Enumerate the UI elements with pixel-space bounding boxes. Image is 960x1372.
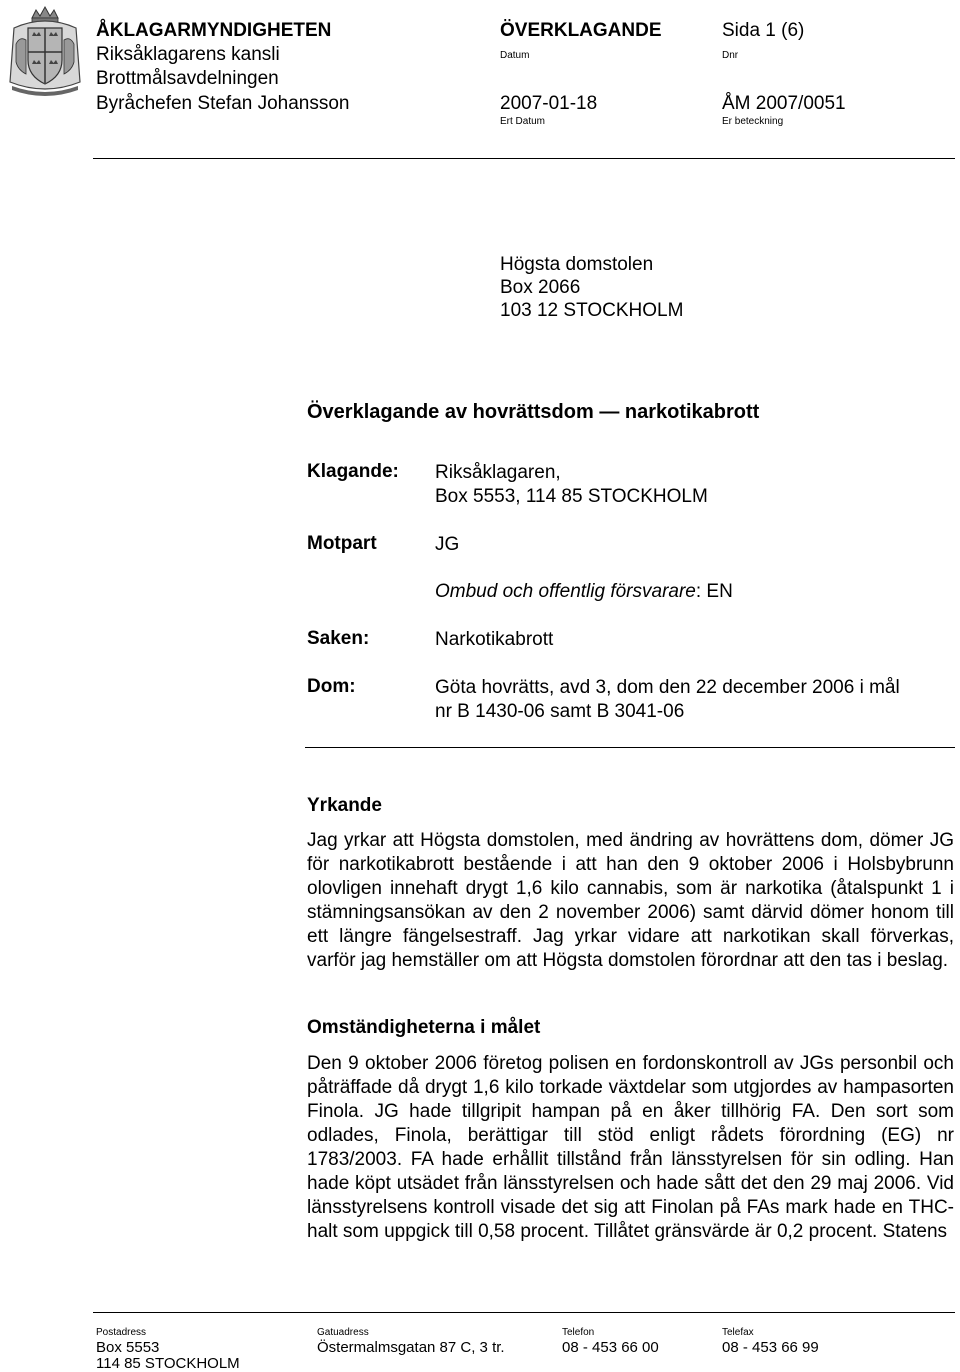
official-name: Byråchefen Stefan Johansson	[96, 93, 350, 114]
header-divider	[93, 158, 955, 159]
circumstances-heading: Omständigheterna i målet	[307, 1017, 541, 1038]
dnr-value: ÅM 2007/0051	[722, 93, 846, 114]
counsel-value: : EN	[695, 581, 733, 602]
fax-value: 08 - 453 66 99	[722, 1339, 819, 1356]
date-value: 2007-01-18	[500, 93, 598, 114]
phone-label: Telefon	[562, 1327, 595, 1338]
fax-label: Telefax	[722, 1327, 754, 1338]
their-reference-label: Er beteckning	[722, 116, 784, 127]
document-title: Överklagande av hovrättsdom — narkotikabrott	[307, 401, 760, 423]
document-type: ÖVERKLAGANDE	[500, 20, 662, 41]
appellant-line-1: Riksåklagaren,	[435, 462, 561, 483]
counsel-line	[435, 580, 733, 604]
recipient-line-3: 103 12 STOCKHOLM	[500, 300, 684, 321]
street-address-value: Östermalmsgatan 87 C, 3 tr.	[317, 1339, 505, 1356]
judgment-line-1: Göta hovrätts, avd 3, dom den 22 december 2006 i mål	[435, 677, 900, 698]
office-name: Riksåklagarens kansli	[96, 44, 280, 65]
footer-divider	[93, 1312, 955, 1313]
dnr-label: Dnr	[722, 50, 739, 61]
department-name: Brottmålsavdelningen	[96, 68, 279, 89]
counterpart-value: JG	[435, 534, 460, 555]
postal-address-line-2: 114 85 STOCKHOLM	[96, 1355, 240, 1372]
their-date-label: Ert Datum	[500, 116, 546, 127]
circumstances-paragraph: Den 9 oktober 2006 företog polisen en fordonskontroll av JGs personbil och påträffade då drygt 1,6 kilo torkade växtdelar som utgjordes av hampasorten Finola. JG hade tillgripit hampan på en åker tillhörig FA. Den sort som odlades, Finola, berättigar till stöd enligt rådets förordning (EG) nr 1783/2003. FA hade erhållit tillstånd från länsstyrelsen för sin odling. Han hade köpt utsädet från länsstyrelsen och hade sått det den 29 maj 2006. Vid länsstyrelsens kontroll visade det sig att Finolan på FAs mark hade en THC-halt som uppgick till 0,58 procent. Tillåtet gränsvärde är 0,2 procent. Statens	[307, 1053, 954, 1242]
matter-value: Narkotikabrott	[435, 629, 554, 650]
case-divider	[305, 747, 955, 748]
phone-value: 08 - 453 66 00	[562, 1339, 659, 1356]
judgment-label: Dom:	[307, 676, 356, 697]
postal-address-line-1: Box 5553	[96, 1339, 160, 1356]
recipient-line-1: Högsta domstolen	[500, 254, 654, 275]
date-label: Datum	[500, 50, 530, 61]
appellant-label: Klagande:	[307, 461, 399, 482]
page-number: Sida 1 (6)	[722, 20, 805, 41]
claim-paragraph: Jag yrkar att Högsta domstolen, med ändring av hovrättens dom, dömer JG för narkotikabrott bestående i att han den 9 oktober 2006 i Holsbybrunn olovligen innehaft drygt 1,6 kilo cannabis, som är narkotika (åtalspunkt 1 i stämningsansökan av den 2 november 2006) samt därvid dömer honom till ett längre fängelsestraff. Jag yrkar vidare att narkotikan skall förverkas, varför jag hemställer om att Högsta domstolen förordnar att den tas i beslag.	[307, 830, 954, 971]
counsel-label: Ombud och offentlig försvarare	[435, 581, 696, 602]
claim-heading: Yrkande	[307, 795, 382, 816]
street-address-label: Gatuadress	[317, 1327, 369, 1338]
matter-label: Saken:	[307, 628, 370, 649]
coat-of-arms-logo	[6, 4, 84, 96]
appellant-line-2: Box 5553, 114 85 STOCKHOLM	[435, 486, 708, 507]
recipient-line-2: Box 2066	[500, 277, 581, 298]
agency-name: ÅKLAGARMYNDIGHETEN	[96, 20, 332, 41]
postal-address-label: Postadress	[96, 1327, 147, 1338]
judgment-line-2: nr B 1430-06 samt B 3041-06	[435, 701, 685, 722]
counterpart-label: Motpart	[307, 533, 377, 554]
